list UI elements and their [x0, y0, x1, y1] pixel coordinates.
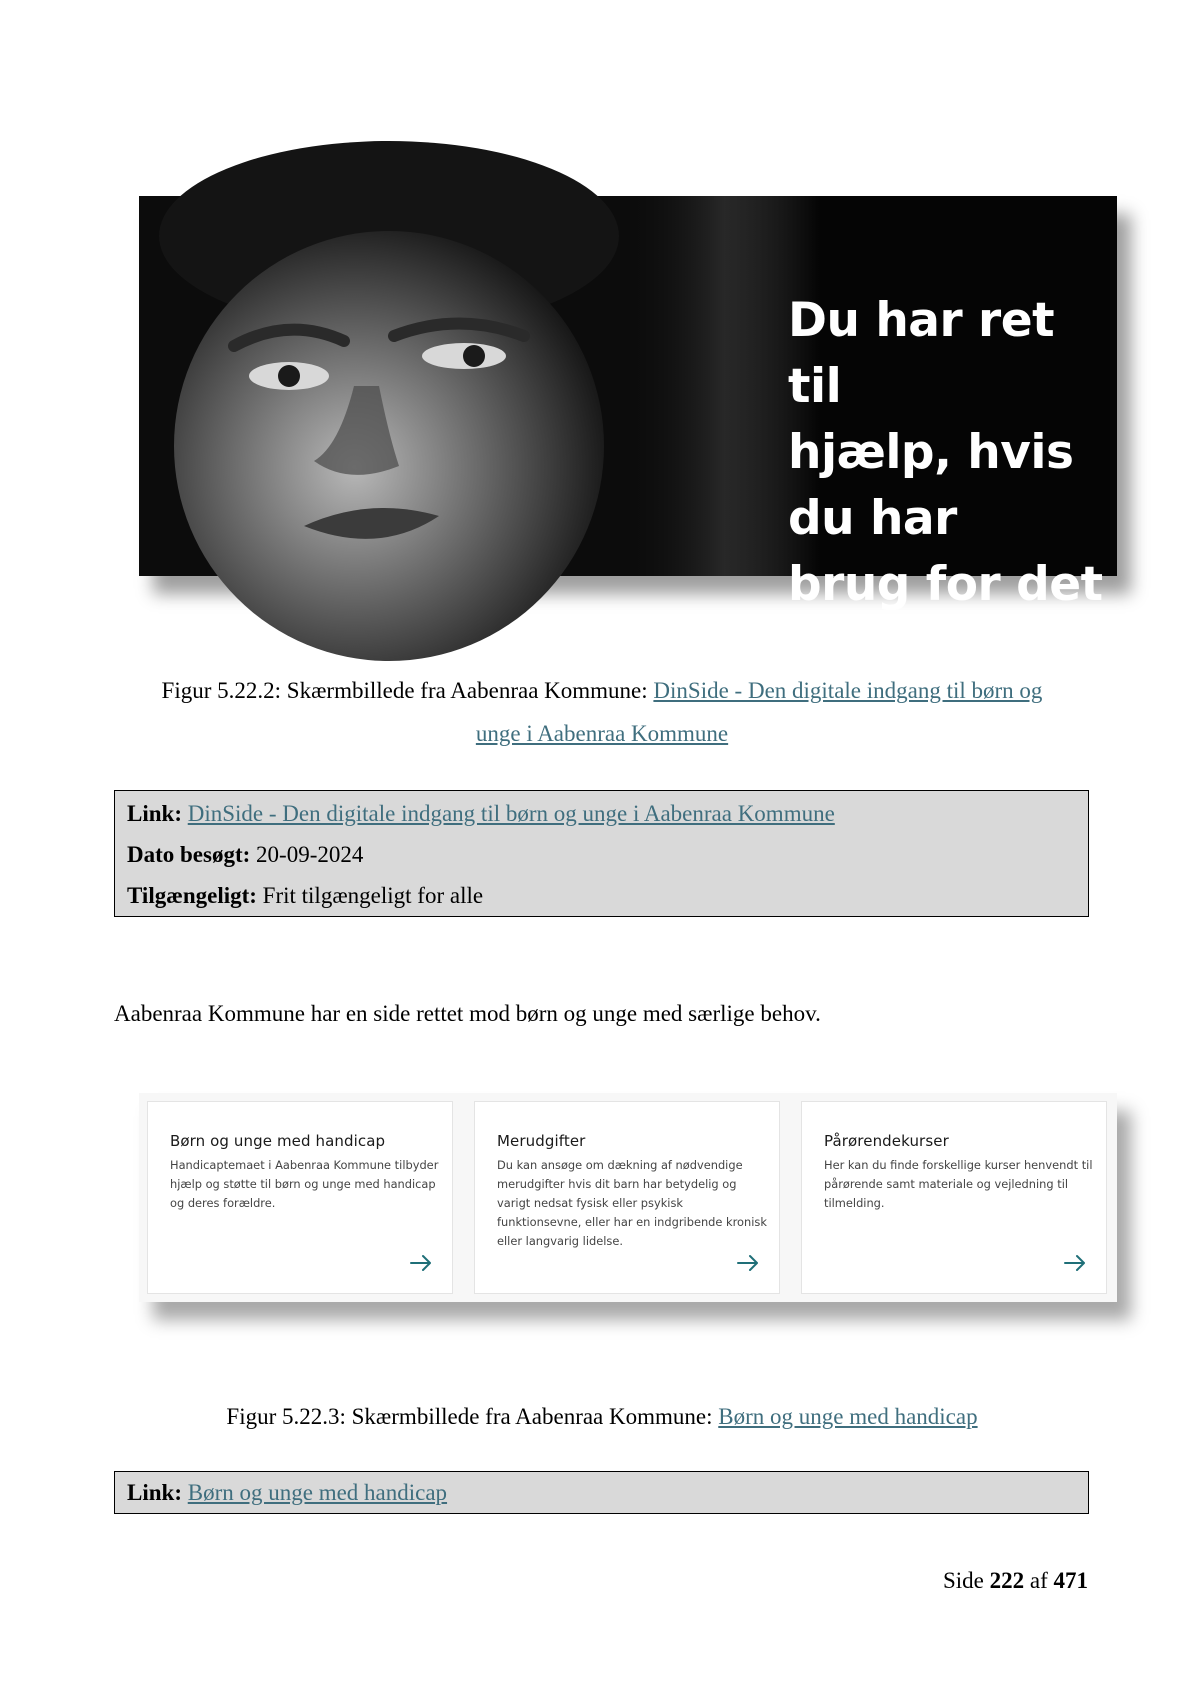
card-merudgifter[interactable] — [474, 1101, 780, 1294]
date-row — [127, 834, 1076, 875]
arrow-right-icon[interactable] — [1064, 1255, 1086, 1271]
hero-screenshot — [139, 196, 1117, 612]
figure-caption-2 — [100, 1395, 1104, 1438]
caption-link-continued[interactable]: unge i Aabenraa Kommune — [475, 721, 729, 746]
page-prefix: Side — [942, 1568, 984, 1593]
arrow-right-icon[interactable] — [410, 1255, 432, 1271]
link-label: Link: — [127, 801, 182, 826]
link-url[interactable]: DinSide - Den digitale indgang til børn og unge i Aabenraa Kommune — [187, 801, 835, 826]
hero-heading: Du har ret til hjælp, hvis du har brug for det — [788, 293, 1103, 612]
access-label: Tilgængeligt: — [127, 883, 257, 908]
caption-text: Figur 5.22.3: Skærmbillede fra Aabenraa Kommune: — [226, 1404, 719, 1429]
access-row — [127, 875, 1076, 916]
access-value: Frit tilgængeligt for alle — [262, 883, 484, 908]
card-title: Pårørendekurser — [824, 1132, 949, 1150]
body-paragraph: Aabenraa Kommune har en side rettet mod børn og unge med særlige behov. — [114, 1001, 821, 1026]
card-title: Børn og unge med handicap — [170, 1132, 386, 1150]
link-info-box-2 — [114, 1471, 1089, 1514]
card-born-og-unge[interactable] — [147, 1101, 453, 1294]
card-description: Handicaptemaet i Aabenraa Kommune tilbyder hjælp og støtte til børn og unge med handicap og deres forældre. — [170, 1158, 439, 1210]
current-page: 222 — [989, 1568, 1025, 1593]
portrait-photo — [139, 196, 819, 576]
card-description: Du kan ansøge om dækning af nødvendige merudgifter hvis dit barn har betydelig og varigt nedsat fysisk eller psykisk funktionsevne, eller har en indgribende kronisk eller langvarig lidelse. — [497, 1158, 767, 1248]
total-pages: 471 — [1053, 1568, 1088, 1593]
link-row — [127, 793, 1076, 834]
caption-link[interactable]: Børn og unge med handicap — [718, 1404, 978, 1429]
arrow-right-icon[interactable] — [737, 1255, 759, 1271]
card-parorendekurser[interactable] — [801, 1101, 1107, 1294]
page-number — [943, 1561, 1088, 1601]
link-label: Link: — [127, 1480, 182, 1505]
link-url[interactable]: Børn og unge med handicap — [187, 1480, 448, 1505]
card-title: Merudgifter — [497, 1132, 586, 1150]
link-row — [127, 1472, 1076, 1513]
cards-screenshot — [139, 1093, 1117, 1302]
page-of: af — [1029, 1568, 1048, 1593]
caption-text: Figur 5.22.2: Skærmbillede fra Aabenraa Kommune: — [161, 678, 654, 703]
date-label: Dato besøgt: — [127, 842, 251, 867]
link-info-box — [114, 790, 1089, 917]
caption-link[interactable]: DinSide - Den digitale indgang til børn og — [653, 678, 1043, 703]
date-value: 20-09-2024 — [256, 842, 364, 867]
figure-caption-1 — [100, 669, 1104, 755]
card-description: Her kan du finde forskellige kurser henvendt til pårørende samt materiale og vejledning til tilmelding. — [824, 1158, 1093, 1210]
